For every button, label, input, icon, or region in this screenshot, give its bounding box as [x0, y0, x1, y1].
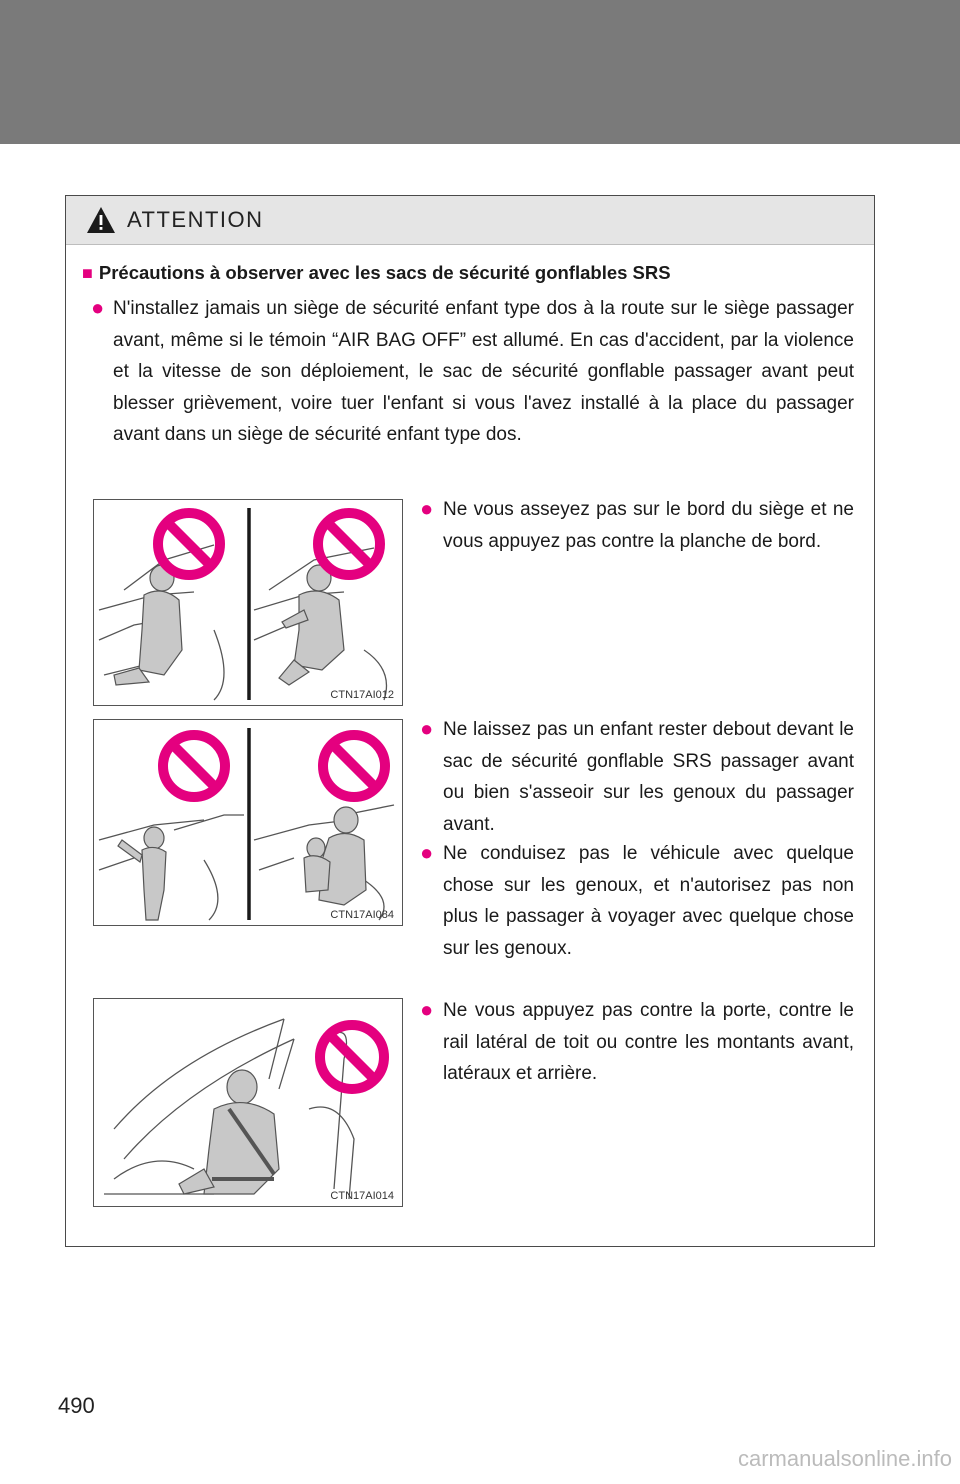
bullet-text-rear-facing-seat: N'installez jamais un siège de sécurité enfant type dos à la route sur le siège passager avant, même si le témoin “AIR BAG OFF” est allumé. En cas d'accident, par la violence et la vitesse de son déploiement, le sac de sécurité gonflable passager avant peut blesser grièvement, voire tuer l'enfant si vous l'avez installé à la place du passager avant dans un siège de sécurité enfant type dos.	[113, 298, 854, 445]
warning-header	[66, 196, 874, 245]
section-heading-text: Précautions à observer avec les sacs de sécurité gonflables SRS	[98, 262, 671, 283]
square-bullet-icon: ■	[82, 263, 93, 283]
prohibition-icon	[320, 1025, 384, 1089]
illustration-drawing	[94, 999, 403, 1207]
figure-code: CTN17AI012	[330, 689, 394, 701]
bullet-icon: ●	[420, 496, 434, 521]
bullet-icon: ●	[91, 295, 105, 320]
warning-triangle-icon	[86, 206, 116, 234]
prohibition-icon	[323, 735, 385, 797]
illustration-drawing	[94, 720, 403, 926]
bullet-icon: ●	[420, 997, 434, 1022]
section-heading	[82, 262, 671, 284]
bullet-icon: ●	[420, 840, 434, 865]
bullet-text-child-standing: Ne laissez pas un enfant rester debout devant le sac de sécurité gonflable SRS passager avant ou bien s'asseoir sur les genoux du passager avant.	[443, 719, 854, 835]
bullet-icon: ●	[420, 716, 434, 741]
prohibition-icon	[318, 513, 380, 575]
illustration-sitting-on-seat-edge	[93, 499, 403, 706]
figure-code: CTN17AI084	[330, 909, 394, 921]
top-band	[0, 0, 960, 144]
warning-box	[65, 195, 875, 1247]
illustration-child-in-front	[93, 719, 403, 926]
bullet-text-leaning-door: Ne vous appuyez pas contre la porte, contre le rail latéral de toit ou contre les montants avant, latéraux et arrière.	[443, 1000, 854, 1084]
prohibition-icon	[158, 513, 220, 575]
prohibition-icon	[163, 735, 225, 797]
bullet-text-objects-on-lap: Ne conduisez pas le véhicule avec quelque chose sur les genoux, et n'autorisez pas non plus le passager à voyager avec quelque chose sur les genoux.	[443, 843, 854, 959]
warning-title: ATTENTION	[127, 207, 264, 232]
bullet-text-seat-edge: Ne vous asseyez pas sur le bord du siège et ne vous appuyez pas contre la planche de bord.	[443, 499, 854, 552]
illustration-leaning-on-door	[93, 998, 403, 1207]
illustration-drawing	[94, 500, 403, 706]
watermark: carmanualsonline.info	[737, 1446, 952, 1471]
figure-code: CTN17AI014	[330, 1190, 394, 1202]
page-number: 490	[58, 1393, 95, 1418]
